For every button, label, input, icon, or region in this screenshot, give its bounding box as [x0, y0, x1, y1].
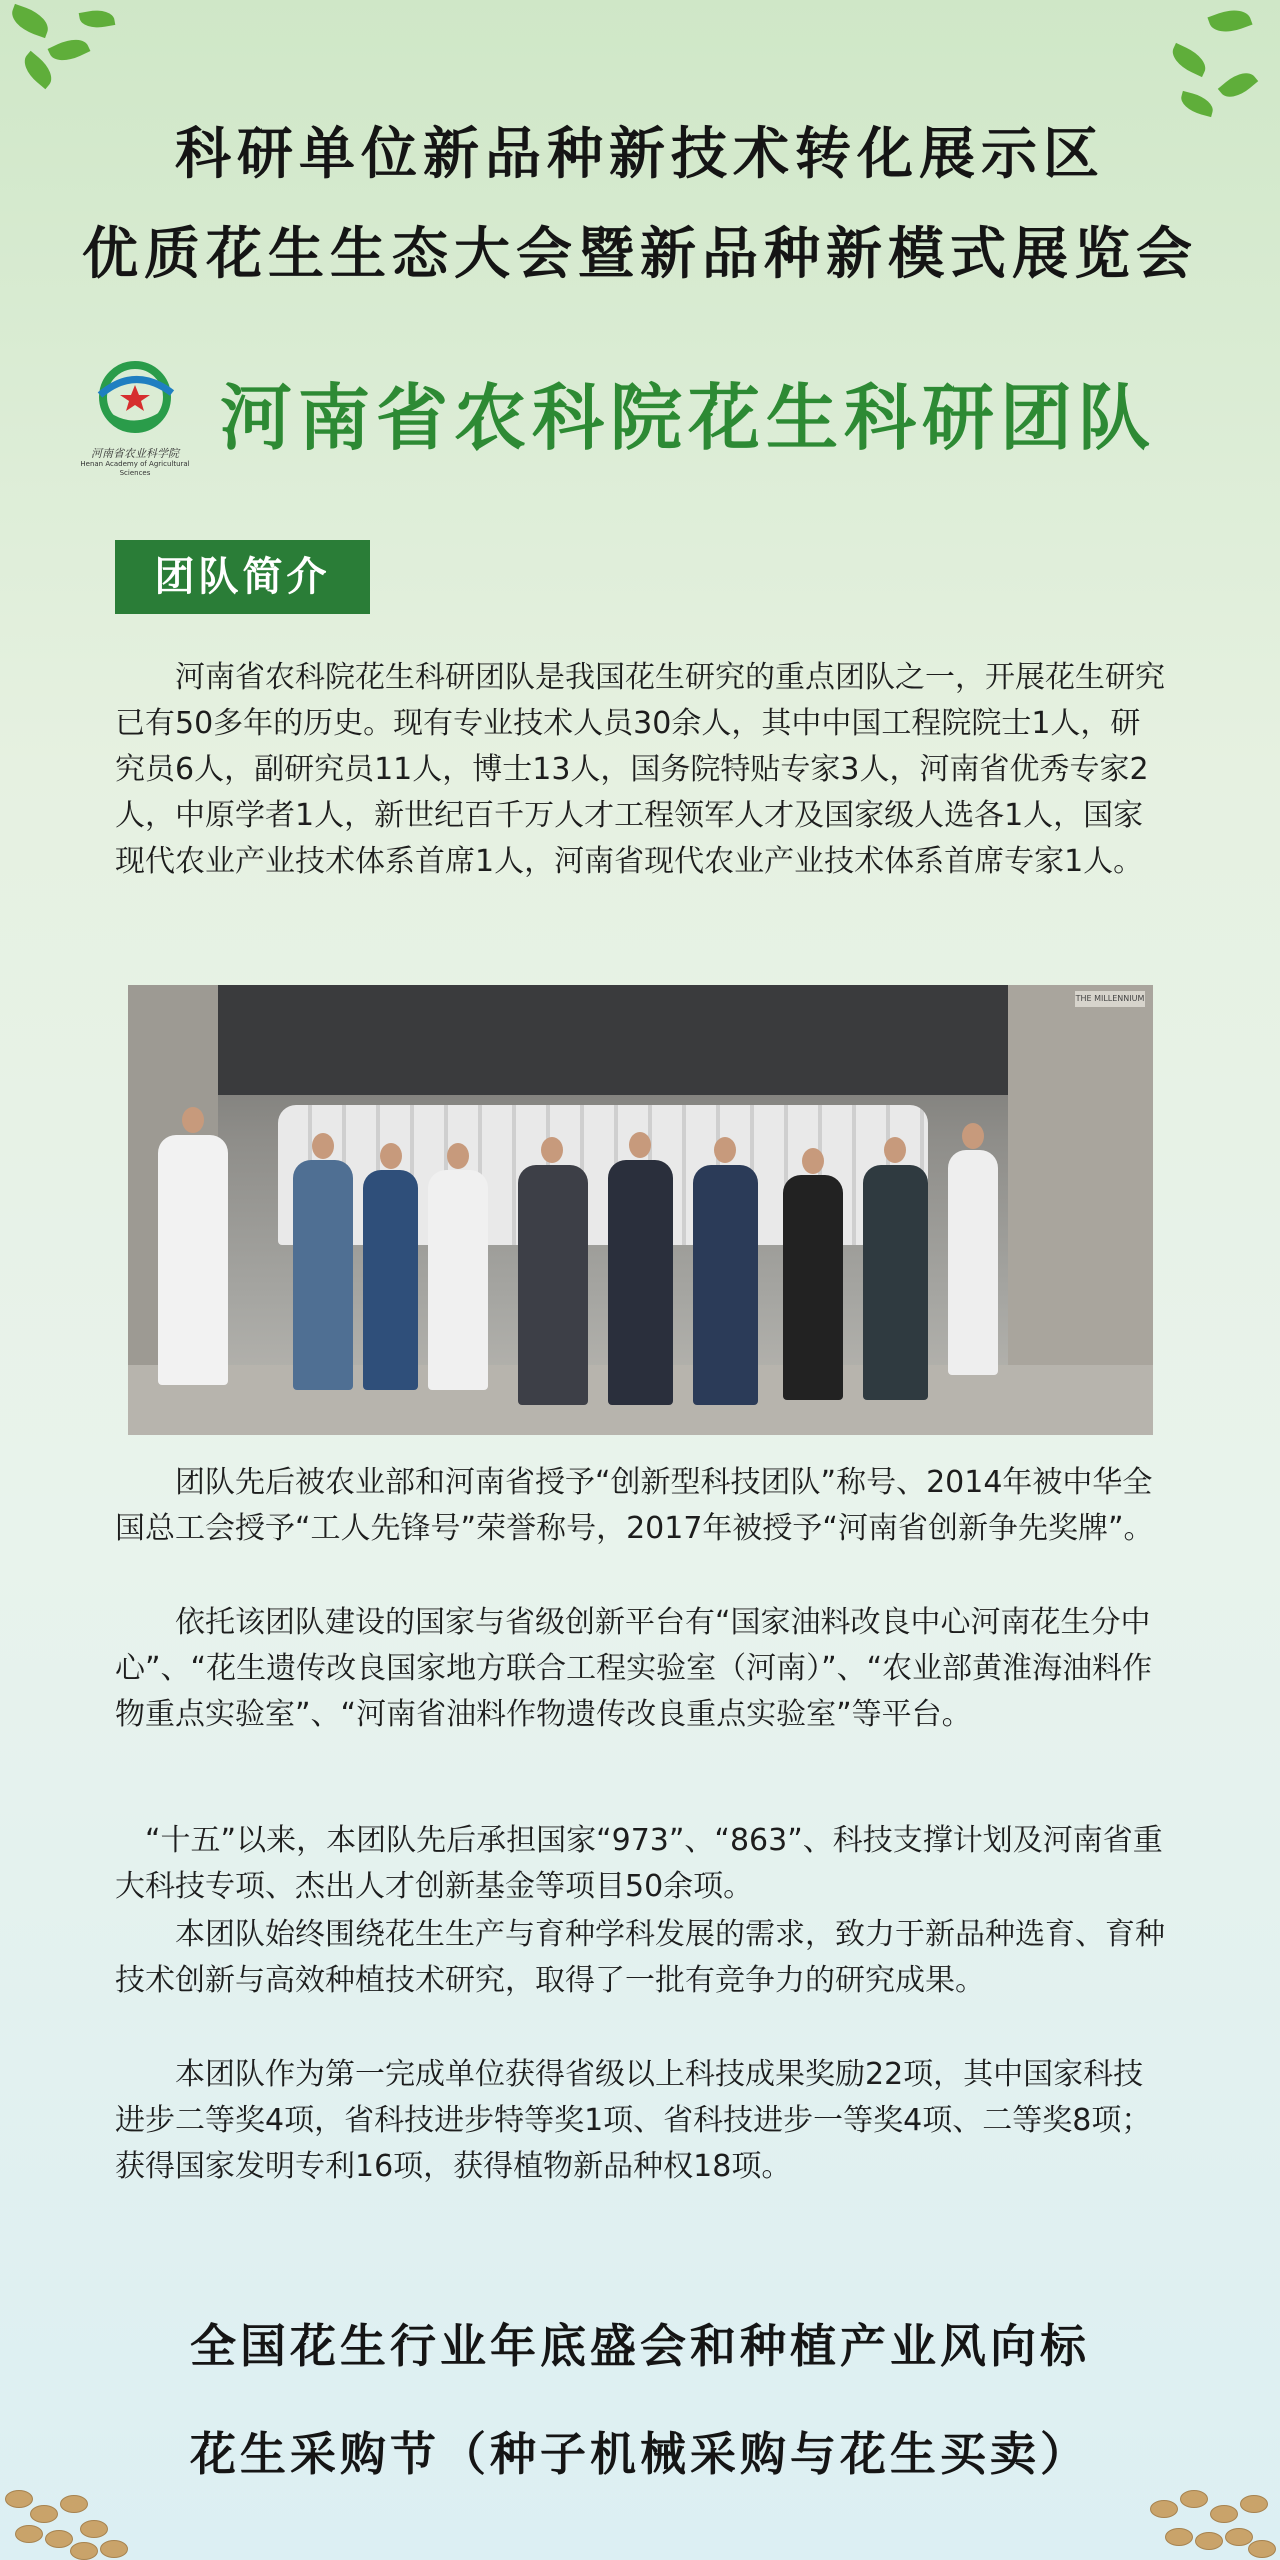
person-head [714, 1137, 736, 1163]
headline-2: 优质花生生态大会暨新品种新模式展览会 [82, 222, 1198, 287]
person-head [802, 1148, 824, 1174]
person-head [380, 1143, 402, 1169]
peanut-decoration-right [1130, 2470, 1280, 2560]
person-head [447, 1143, 469, 1169]
headline-1: 科研单位新品种新技术转化展示区 [175, 122, 1105, 187]
person-figure [428, 1170, 488, 1390]
platforms-paragraph: 依托该团队建设的国家与省级创新平台有“国家油料改良中心河南花生分中心”、“花生遗传改良国家地方联合工程实验室（河南）”、“农业部黄淮海油料作物重点实验室”、“河南省油料作物遗传改良重点实验室”等平台。 [115, 1605, 1153, 1732]
person-head [182, 1107, 204, 1133]
person-figure [158, 1135, 228, 1385]
person-figure [363, 1170, 418, 1390]
person-head [629, 1132, 651, 1158]
person-figure [293, 1160, 353, 1390]
person-figure [863, 1165, 928, 1400]
org-logo [80, 355, 190, 475]
closing-line-2: 花生采购节（种子机械采购与花生买卖） [190, 2427, 1090, 2481]
honors-paragraph: 团队先后被农业部和河南省授予“创新型科技团队”称号、2014年被中华全国总工会授予“工人先锋号”荣誉称号，2017年被授予“河南省创新争先奖牌”。 [115, 1465, 1154, 1546]
person-head [312, 1133, 334, 1159]
person-head [962, 1123, 984, 1149]
section-tag: 团队简介 [115, 540, 370, 614]
photo-sign: THE MILLENNIUM [1075, 991, 1145, 1007]
research-paragraph: 本团队始终围绕花生生产与育种学科发展的需求，致力于新品种选育、育种技术创新与高效种植技术研究，取得了一批有竞争力的研究成果。 [115, 1917, 1165, 1998]
closing-block [0, 2310, 1280, 2484]
logo-caption-en: Henan Academy of Agricultural Sciences [80, 460, 190, 477]
photo-building [218, 985, 1008, 1095]
person-head [884, 1137, 906, 1163]
person-figure [693, 1165, 758, 1405]
projects-paragraph: “十五”以来，本团队先后承担国家“973”、“863”、科技支撑计划及河南省重大科技专项、杰出人才创新基金等项目50余项。 [115, 1823, 1163, 1904]
person-head [541, 1137, 563, 1163]
peanut-decoration-left [0, 2470, 150, 2560]
academy-logo-icon [80, 355, 190, 445]
person-figure [948, 1150, 998, 1375]
logo-caption-cn: 河南省农业科学院 [91, 447, 179, 460]
leaf-decoration-left [0, 0, 130, 110]
awards-paragraph: 本团队作为第一完成单位获得省级以上科技成果奖励22项，其中国家科技进步二等奖4项，省科技进步特等奖1项、省科技进步一等奖4项、二等奖8项；获得国家发明专利16项，获得植物新品种权18项。 [115, 2057, 1152, 2184]
team-photo [128, 985, 1153, 1435]
closing-line-1: 全国花生行业年底盛会和种植产业风向标 [190, 2319, 1090, 2373]
person-figure [518, 1165, 588, 1405]
person-figure [783, 1175, 843, 1400]
org-title: 河南省农科院花生科研团队 [220, 376, 1157, 460]
person-figure [608, 1160, 673, 1405]
intro-paragraph: 河南省农科院花生科研团队是我国花生研究的重点团队之一，开展花生研究已有50多年的历史。现有专业技术人员30余人，其中中国工程院院士1人，研究员6人，副研究员11人，博士13人，国务院特贴专家3人，河南省优秀专家2人，中原学者1人，新世纪百千万人才工程领军人才及国家级人选各1人，国家现代农业产业技术体系首席1人，河南省现代农业产业技术体系首席专家1人。 [115, 660, 1165, 879]
